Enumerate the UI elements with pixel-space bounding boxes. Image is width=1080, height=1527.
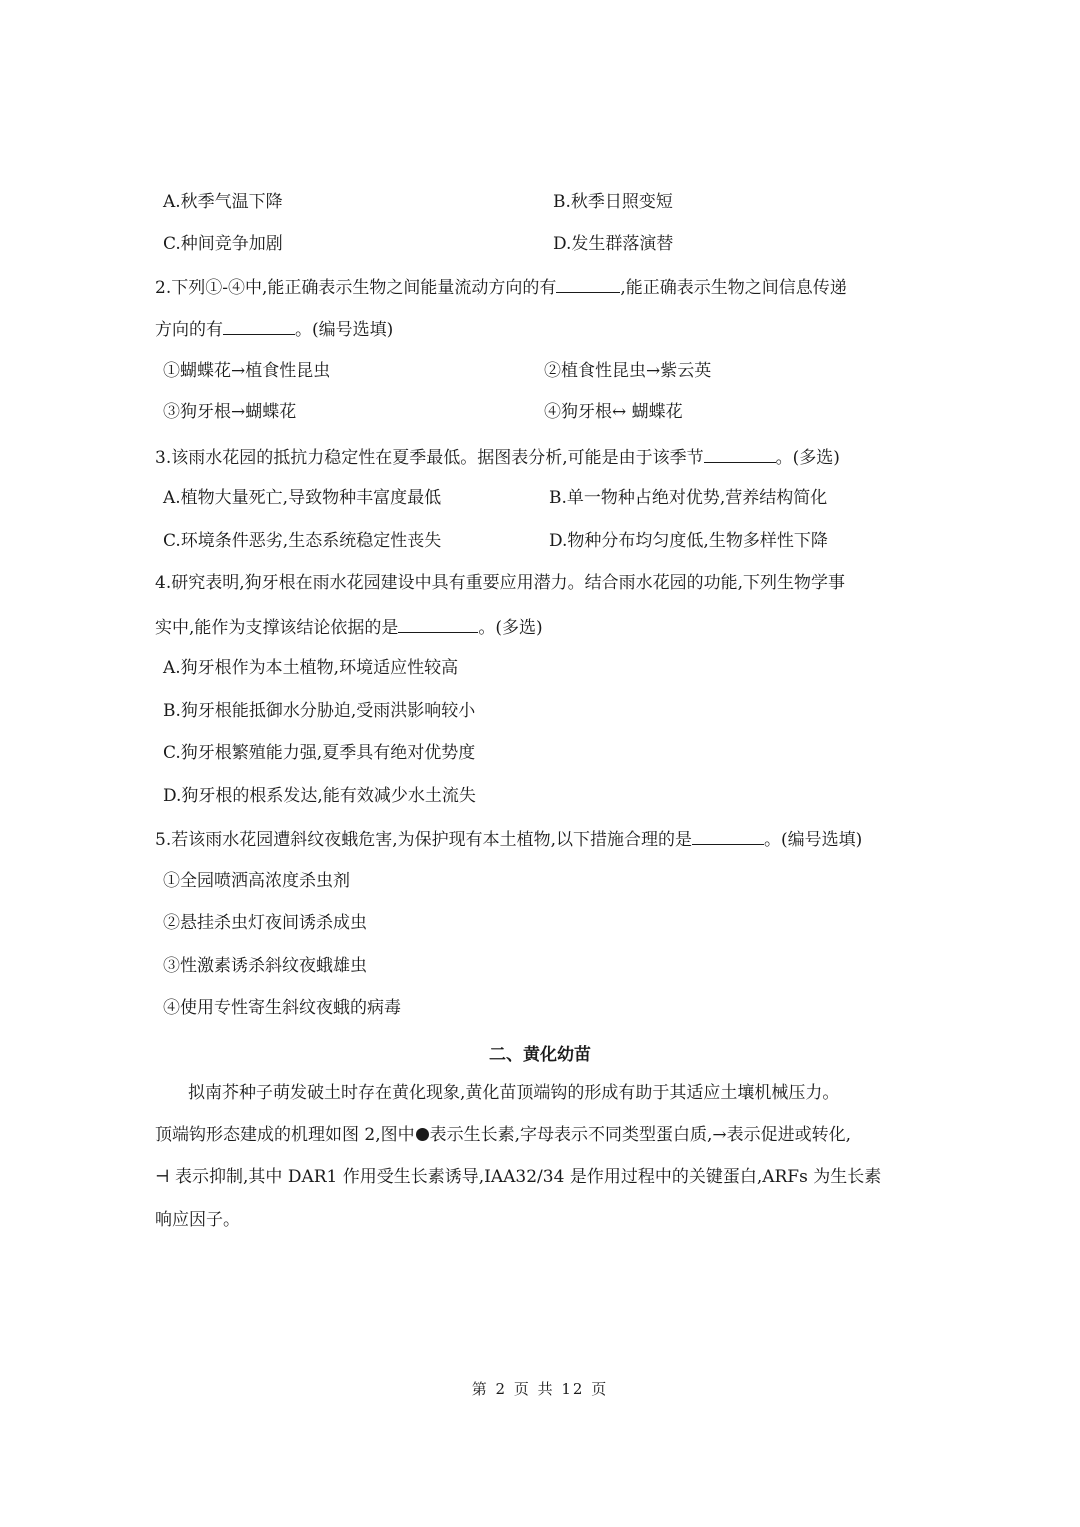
q3-stem-part2: 。(多选): [775, 448, 840, 468]
q2-option-2: ②植食性昆虫→紫云英: [544, 361, 712, 381]
q5-option-2: ②悬挂杀虫灯夜间诱杀成虫: [163, 913, 367, 933]
paragraph-text: 表示生长素,字母表示不同类型蛋白质,→表示促进或转化,: [429, 1125, 852, 1145]
q4-stem-line2: [155, 614, 543, 640]
section-paragraph-line3: ⊣ 表示抑制,其中 DAR1 作用受生长素诱导,IAA32/34 是作用过程中的关键蛋白,ARFs 为生长素: [155, 1167, 882, 1187]
q4-option-a: A.狗牙根作为本土植物,环境适应性较高: [163, 658, 459, 678]
section-paragraph-line4: 响应因子。: [155, 1210, 240, 1230]
auxin-dot-icon: [416, 1128, 429, 1141]
q4-stem-part2: 。(多选): [478, 618, 543, 638]
answer-blank: [692, 826, 764, 845]
q2-option-4: ④狗牙根↔ 蝴蝶花: [544, 402, 683, 422]
q5-stem: [155, 826, 862, 852]
answer-blank: [704, 444, 776, 463]
section-paragraph-line1: 拟南芥种子萌发破土时存在黄化现象,黄化苗顶端钩的形成有助于其适应土壤机械压力。: [188, 1083, 840, 1103]
q1-option-d: D.发生群落演替: [553, 234, 674, 254]
q4-stem-line1: 4.研究表明,狗牙根在雨水花园建设中具有重要应用潜力。结合雨水花园的功能,下列生物学事: [155, 573, 846, 593]
q5-option-1: ①全园喷洒高浓度杀虫剂: [163, 871, 350, 891]
q4-option-d: D.狗牙根的根系发达,能有效减少水土流失: [163, 786, 476, 806]
q2-option-1: ①蝴蝶花→植食性昆虫: [163, 361, 331, 381]
q4-option-c: C.狗牙根繁殖能力强,夏季具有绝对优势度: [163, 743, 476, 763]
answer-blank: [398, 614, 478, 633]
answer-blank: [556, 274, 620, 293]
q2-option-3: ③狗牙根→蝴蝶花: [163, 402, 297, 422]
answer-blank: [223, 316, 295, 335]
q3-option-b: B.单一物种占绝对优势,营养结构简化: [549, 488, 828, 508]
q5-stem-part2: 。(编号选填): [764, 830, 863, 850]
section-title: 二、黄化幼苗: [489, 1045, 591, 1065]
q5-option-4: ④使用专性寄生斜纹夜蛾的病毒: [163, 998, 401, 1018]
q3-option-c: C.环境条件恶劣,生态系统稳定性丧失: [163, 531, 442, 551]
q5-stem-part1: 5.若该雨水花园遭斜纹夜蛾危害,为保护现有本土植物,以下措施合理的是: [155, 830, 693, 850]
q1-option-b: B.秋季日照变短: [553, 192, 673, 212]
q2-stem-part2: ,能正确表示生物之间信息传递: [620, 278, 847, 298]
q2-stem-part3: 方向的有: [155, 320, 223, 340]
q1-option-a: A.秋季气温下降: [163, 192, 283, 212]
q5-option-3: ③性激素诱杀斜纹夜蛾雄虫: [163, 956, 367, 976]
q3-option-a: A.植物大量死亡,导致物种丰富度最低: [163, 488, 442, 508]
q2-stem-part4: 。(编号选填): [295, 320, 394, 340]
q3-stem-part1: 3.该雨水花园的抵抗力稳定性在夏季最低。据图表分析,可能是由于该季节: [155, 448, 704, 468]
q4-stem-part1: 实中,能作为支撑该结论依据的是: [155, 618, 399, 638]
q4-option-b: B.狗牙根能抵御水分胁迫,受雨洪影响较小: [163, 701, 476, 721]
q2-stem-line2: [155, 316, 393, 342]
page-footer: 第 2 页 共 12 页: [471, 1380, 609, 1398]
q2-stem-part1: 2.下列①-④中,能正确表示生物之间能量流动方向的有: [155, 278, 557, 298]
q3-option-d: D.物种分布均匀度低,生物多样性下降: [549, 531, 828, 551]
q3-stem: [155, 444, 840, 470]
section-paragraph-line2: [155, 1123, 851, 1147]
q1-option-c: C.种间竞争加剧: [163, 234, 283, 254]
q2-stem-line1: [155, 274, 847, 300]
paragraph-text: 顶端钩形态建成的机理如图 2,图中: [155, 1125, 415, 1145]
